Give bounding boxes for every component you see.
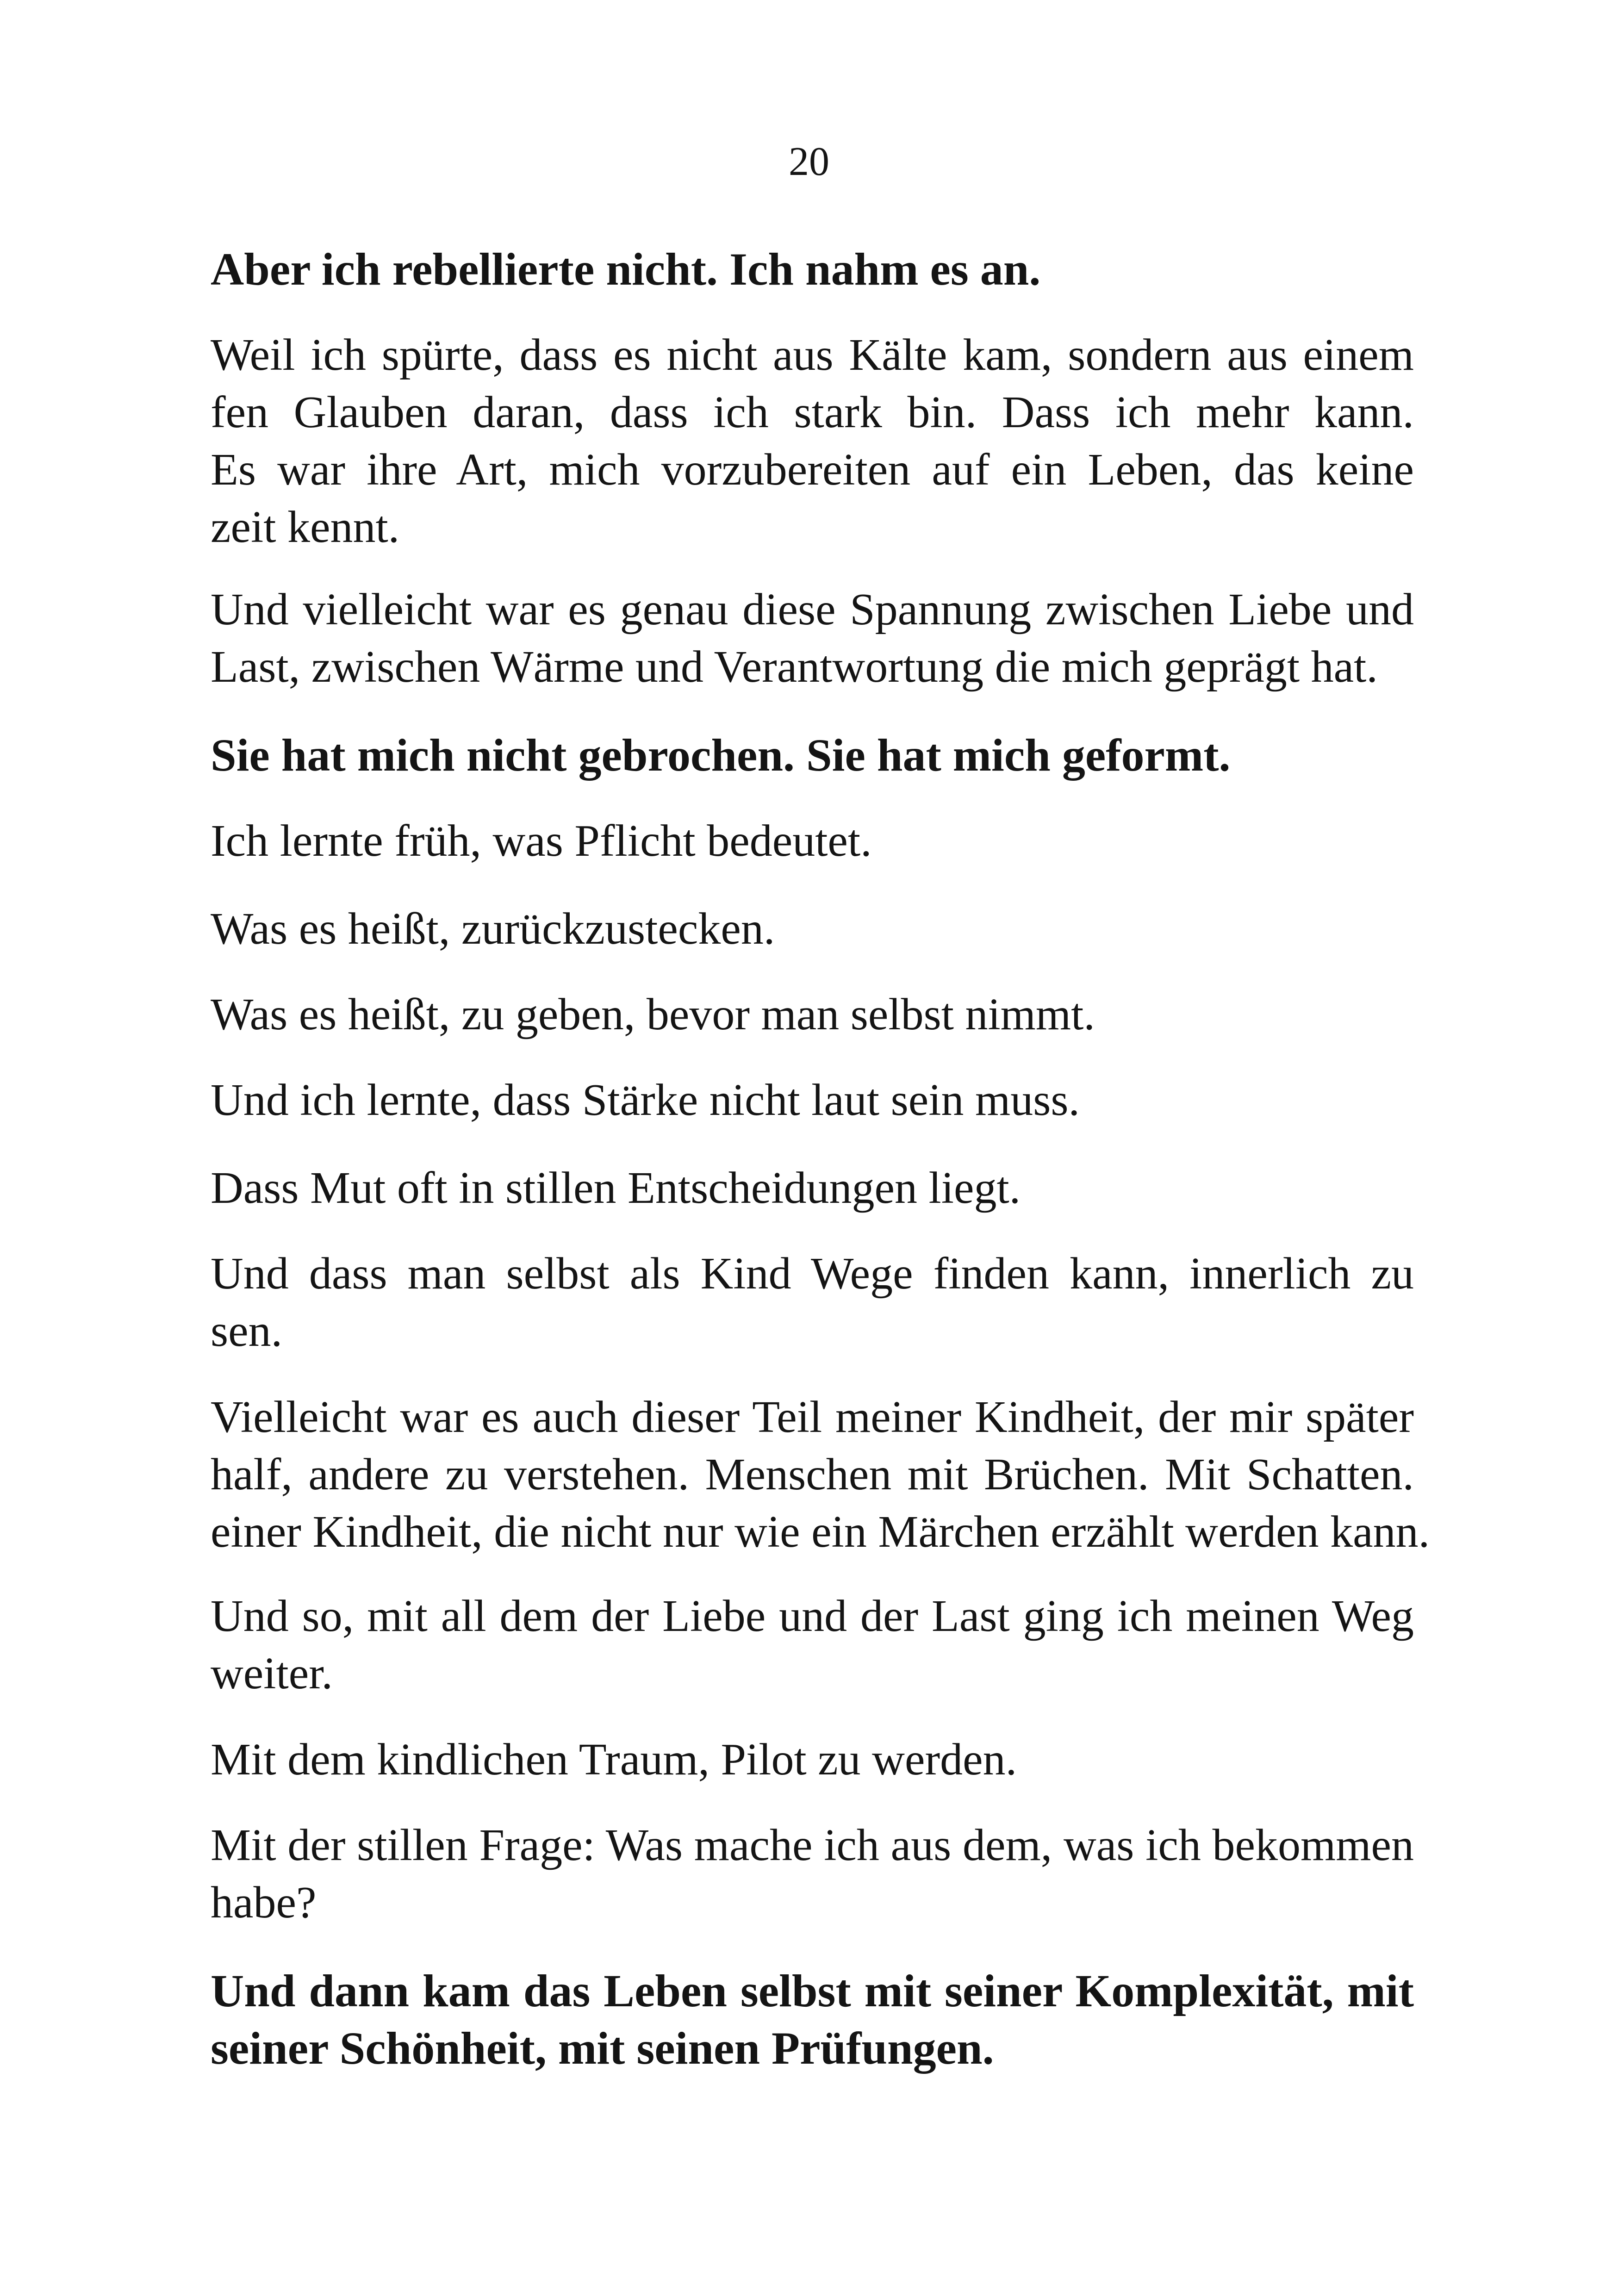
- text-line: Last, zwischen Wärme und Verantwortung die mich geprägt hat.: [211, 642, 1378, 692]
- text-line: Sie hat mich nicht gebrochen. Sie hat mich geformt.: [211, 729, 1231, 781]
- text-line: Was es heißt, zu geben, bevor man selbst nimmt.: [211, 989, 1095, 1039]
- text-line: Mit der stillen Frage: Was mache ich aus dem, was ich bekommen: [211, 1820, 1414, 1870]
- text-line: sen.: [211, 1306, 283, 1356]
- text-line: Weil ich spürte, dass es nicht aus Kälte kam, sondern aus einem: [211, 330, 1414, 380]
- paragraph: [211, 986, 1414, 1043]
- paragraph: [211, 1245, 1414, 1360]
- text-line: einer Kindheit, die nicht nur wie ein Märchen erzählt werden kann.: [211, 1507, 1430, 1557]
- text-line: Und vielleicht war es genau diese Spannung zwischen Liebe und: [211, 585, 1414, 635]
- text-line: Mit dem kindlichen Traum, Pilot zu werden.: [211, 1735, 1017, 1785]
- paragraph: [211, 1731, 1414, 1788]
- paragraph-bold: [211, 241, 1414, 298]
- text-line: Dass Mut oft in stillen Entscheidungen liegt.: [211, 1163, 1021, 1213]
- text-line: fen Glauben daran, dass ich stark bin. Dass ich mehr kann.: [211, 387, 1414, 437]
- text-line: Vielleicht war es auch dieser Teil meiner Kindheit, der mir später: [211, 1392, 1414, 1442]
- paragraph: [211, 1587, 1414, 1702]
- paragraph: [211, 326, 1414, 556]
- paragraph: [211, 1817, 1414, 1931]
- text-line: Aber ich rebellierte nicht. Ich nahm es an.: [211, 243, 1041, 295]
- text-line: half, andere zu verstehen. Menschen mit Brüchen. Mit Schatten.: [211, 1450, 1414, 1500]
- paragraph: [211, 812, 1414, 870]
- paragraph-bold: [211, 727, 1414, 784]
- page-number: 20: [789, 139, 829, 184]
- text-line: Was es heißt, zurückzustecken.: [211, 904, 775, 954]
- text-line: seiner Schönheit, mit seinen Prüfungen.: [211, 2022, 994, 2074]
- paragraph: [211, 1071, 1414, 1129]
- text-line: Und dann kam das Leben selbst mit seiner Komplexität, mit: [211, 1965, 1414, 2016]
- paragraph: [211, 1159, 1414, 1217]
- text-line: Ich lernte früh, was Pflicht bedeutet.: [211, 816, 872, 866]
- text-line: Und so, mit all dem der Liebe und der Last ging ich meinen Weg: [211, 1591, 1414, 1641]
- text-line: Es war ihre Art, mich vorzubereiten auf ein Leben, das keine: [211, 445, 1414, 495]
- text-line: habe?: [211, 1878, 317, 1928]
- paragraph-bold: [211, 1962, 1414, 2077]
- text-line: zeit kennt.: [211, 502, 400, 552]
- paragraph: [211, 900, 1414, 958]
- text-line: Und dass man selbst als Kind Wege finden kann, innerlich zu: [211, 1249, 1414, 1299]
- paragraph: [211, 1388, 1430, 1561]
- text-line: Und ich lernte, dass Stärke nicht laut sein muss.: [211, 1075, 1080, 1125]
- text-line: weiter.: [211, 1649, 333, 1699]
- paragraph: [211, 581, 1414, 696]
